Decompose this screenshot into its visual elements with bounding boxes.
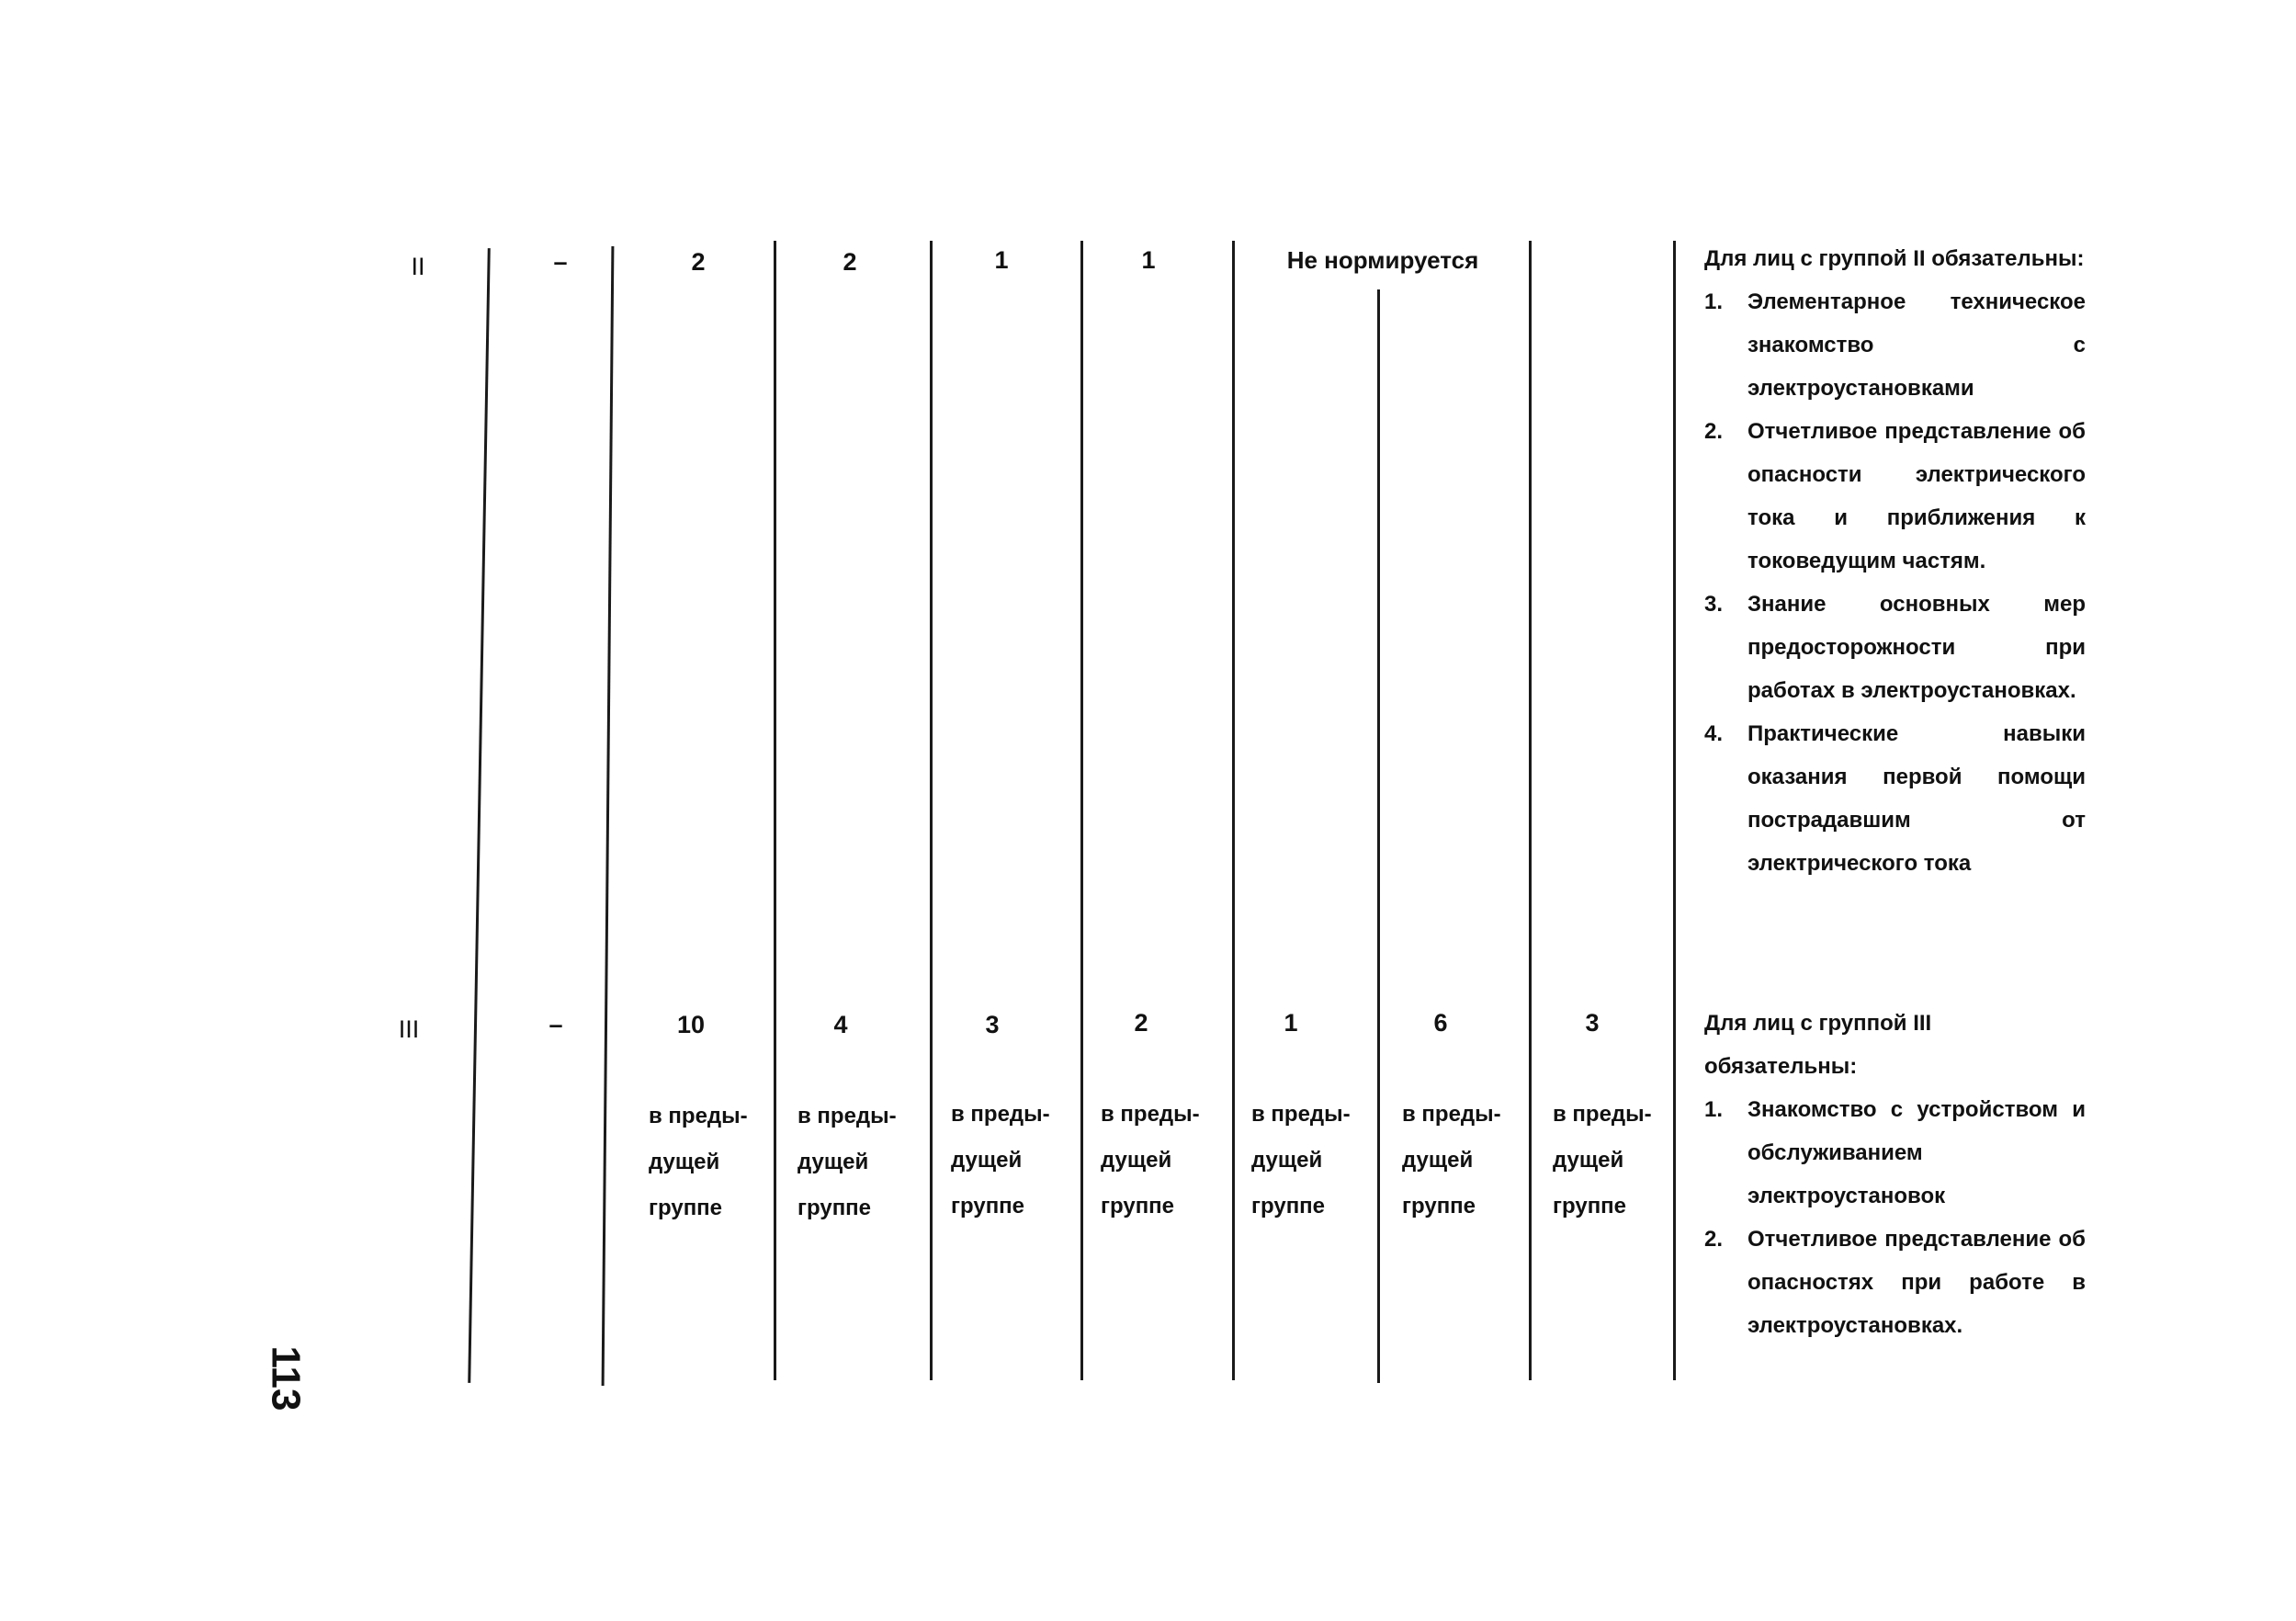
column-rule	[468, 248, 491, 1383]
dash-cell: –	[549, 1011, 563, 1038]
requirement-item	[1704, 712, 2086, 885]
item-number: 1.	[1704, 1097, 1724, 1122]
item-text: Элементарное техническое знакомство с электроустановками	[1747, 289, 2086, 401]
note-line: дущей	[951, 1148, 1023, 1173]
note-line: в преды-	[1101, 1102, 1200, 1127]
note-line: дущей	[649, 1150, 720, 1174]
previous-group-note	[1101, 1092, 1229, 1230]
column-rule	[1080, 241, 1083, 1380]
item-number: 3.	[1704, 592, 1724, 617]
note-line: группе	[1101, 1194, 1175, 1219]
note-line: дущей	[797, 1150, 869, 1174]
note-line: дущей	[1251, 1148, 1323, 1173]
note-line: группе	[1553, 1194, 1627, 1219]
requirement-item	[1704, 1088, 2086, 1218]
value-cell: 10	[676, 1011, 706, 1038]
previous-group-note	[1553, 1092, 1681, 1230]
previous-group-note	[951, 1092, 1080, 1230]
value-cell: 2	[843, 248, 857, 276]
note-line: дущей	[1101, 1148, 1172, 1173]
value-cell: 1	[994, 246, 1009, 274]
requirement-item	[1704, 583, 2086, 712]
item-text: Знание основных мер предосторожности при работах в электроустановках.	[1747, 592, 2086, 703]
item-text: Отчетливое представление об опасности электрического тока и приближения к токоведущим частям.	[1747, 419, 2086, 573]
note-line: в преды-	[797, 1104, 897, 1128]
note-line: группе	[1402, 1194, 1476, 1219]
requirements-intro: Для лиц с группой III обязательны:	[1704, 1011, 1932, 1079]
value-cell: 4	[833, 1011, 848, 1038]
item-number: 2.	[1704, 419, 1724, 444]
previous-group-note	[1402, 1092, 1531, 1230]
value-cell: 2	[1134, 1009, 1148, 1037]
previous-group-note	[649, 1094, 777, 1231]
requirement-item	[1704, 410, 2086, 583]
group-label: II	[411, 253, 425, 280]
note-line: группе	[649, 1196, 723, 1220]
merged-note: Не нормируется	[1286, 246, 1479, 274]
note-line: в преды-	[1402, 1102, 1501, 1127]
note-line: в преды-	[951, 1102, 1050, 1127]
page-number: 113	[263, 1345, 309, 1411]
note-line: в преды-	[1251, 1102, 1351, 1127]
note-line: в преды-	[1553, 1102, 1652, 1127]
note-line: группе	[797, 1196, 872, 1220]
note-line: группе	[951, 1194, 1025, 1219]
group-label: III	[398, 1015, 420, 1043]
item-text: Практические навыки оказания первой помощи пострадавшим от электрического тока	[1747, 721, 2086, 876]
requirement-item	[1704, 1218, 2086, 1347]
column-rule	[930, 241, 933, 1380]
requirements-intro: Для лиц с группой II обязательны:	[1704, 246, 2085, 271]
requirements-group-ii	[1704, 237, 2086, 885]
previous-group-note	[1251, 1092, 1380, 1230]
item-text: Отчетливое представление об опасностях при работе в электроустановках.	[1747, 1227, 2086, 1338]
note-line: группе	[1251, 1194, 1326, 1219]
value-cell: 6	[1433, 1009, 1448, 1037]
note-line: дущей	[1553, 1148, 1624, 1173]
dash-cell: –	[553, 248, 568, 276]
requirement-item	[1704, 280, 2086, 410]
note-line: в преды-	[649, 1104, 748, 1128]
previous-group-note	[797, 1094, 926, 1231]
item-number: 4.	[1704, 721, 1724, 746]
item-number: 1.	[1704, 289, 1724, 314]
value-cell: 3	[1585, 1009, 1600, 1037]
column-rule	[1232, 241, 1235, 1380]
value-cell: 2	[691, 248, 706, 276]
item-number: 2.	[1704, 1227, 1724, 1252]
value-cell: 3	[985, 1011, 1000, 1038]
item-text: Знакомство с устройством и обслуживанием электроустановок	[1747, 1097, 2086, 1208]
value-cell: 1	[1141, 246, 1156, 274]
value-cell: 1	[1284, 1009, 1298, 1037]
note-line: дущей	[1402, 1148, 1474, 1173]
requirements-group-iii	[1704, 1002, 2086, 1347]
column-rule	[602, 246, 615, 1386]
